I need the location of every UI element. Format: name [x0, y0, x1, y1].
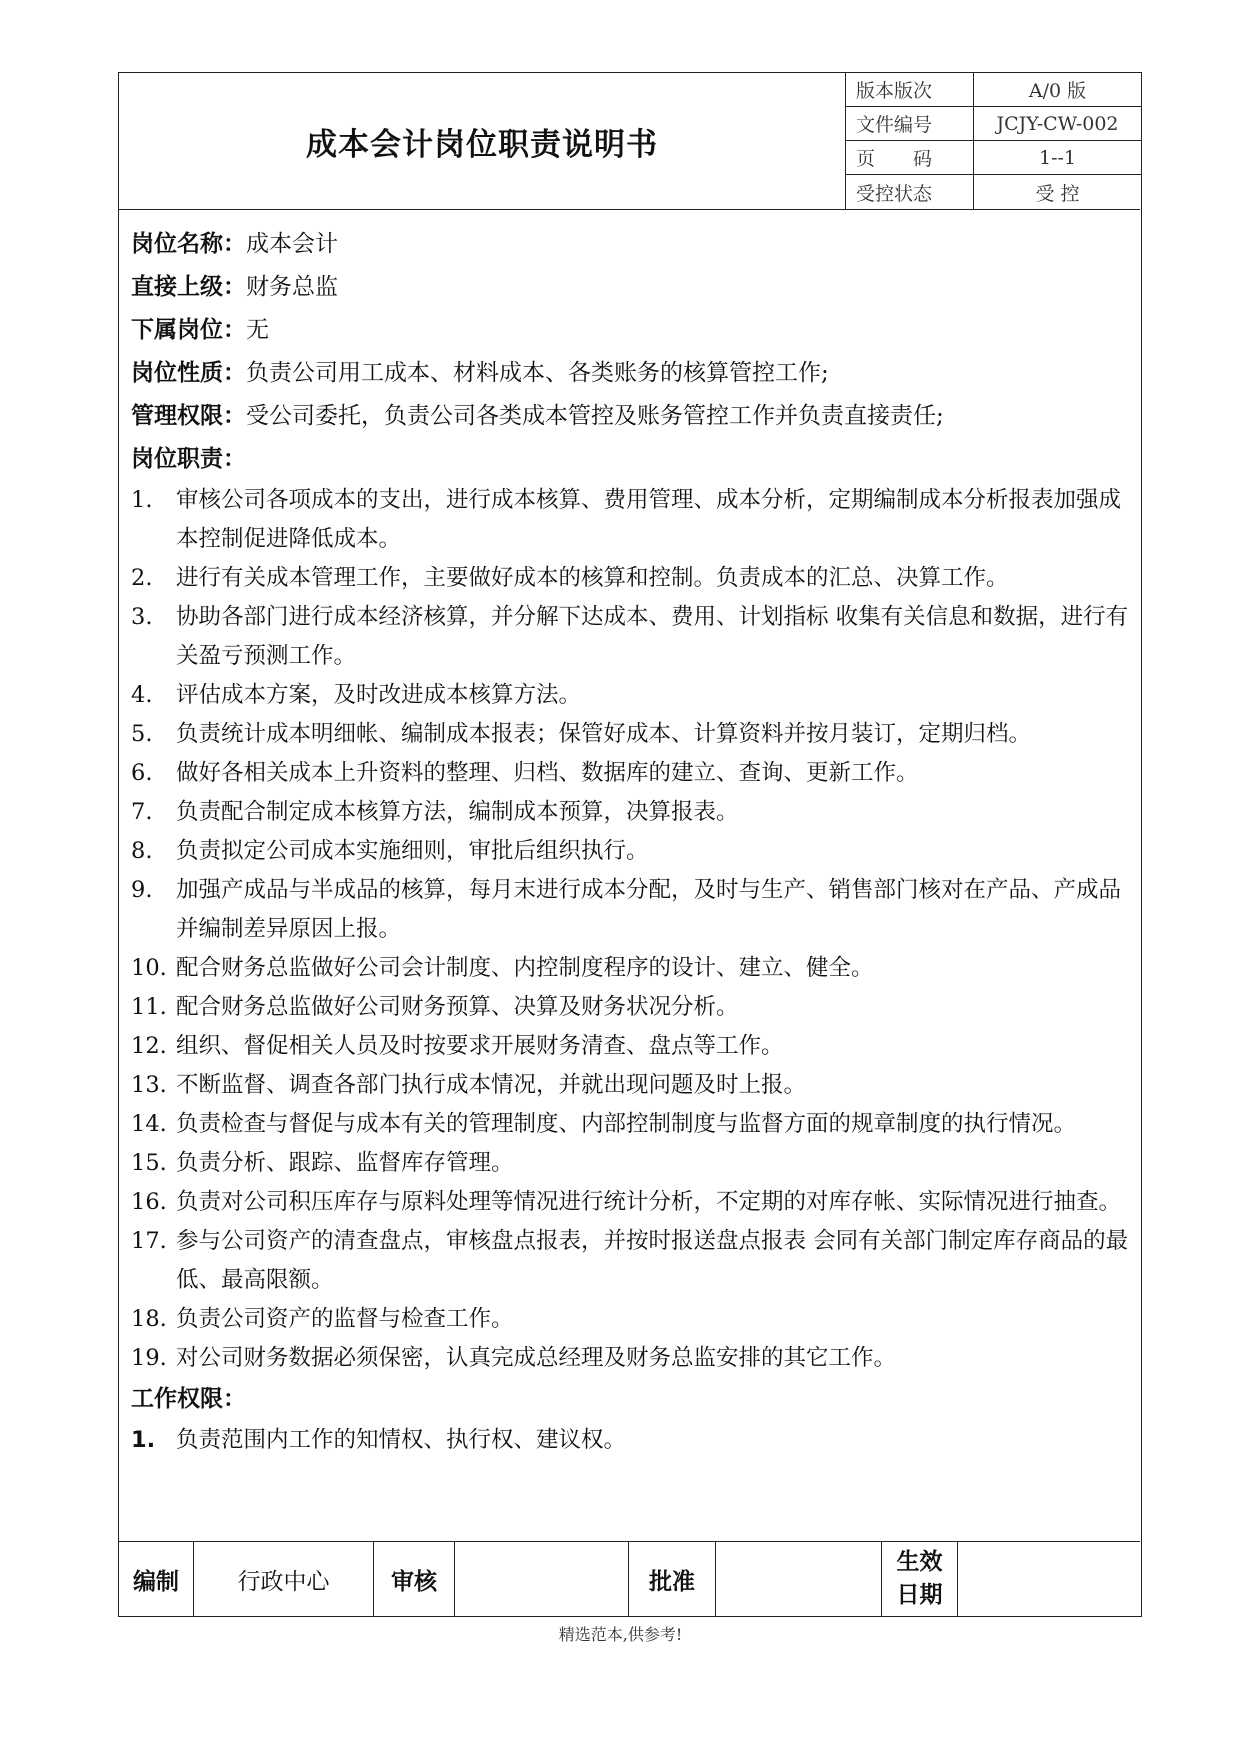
item-text: 负责范围内工作的知情权、执行权、建议权。 [176, 1427, 627, 1453]
field-position-nature [131, 352, 1131, 395]
field-label: 直接上级： [131, 274, 246, 300]
item-text: 负责拟定公司成本实施细则，审批后组织执行。 [176, 838, 649, 864]
approve-value [716, 1542, 882, 1616]
item-number: 17. [131, 1228, 167, 1254]
field-management-authority [131, 395, 1131, 438]
item-number: 3. [131, 604, 153, 630]
field-position-name [131, 223, 1131, 266]
item-text: 对公司财务数据必须保密，认真完成总经理及财务总监安排的其它工作。 [176, 1345, 897, 1371]
list-item [131, 598, 1131, 676]
item-number: 6. [131, 760, 153, 786]
document-meta-table [845, 73, 1141, 209]
item-number: 11. [131, 994, 167, 1020]
field-direct-supervisor [131, 266, 1131, 309]
item-text: 负责配合制定成本核算方法，编制成本预算，决算报表。 [176, 799, 739, 825]
duties-heading: 岗位职责： [131, 446, 246, 472]
field-value: 负责公司用工成本、材料成本、各类账务的核算管控工作; [246, 360, 829, 386]
meta-key: 文件编号 [846, 107, 974, 140]
item-number: 5. [131, 721, 153, 747]
list-item [131, 676, 1131, 715]
list-item [131, 715, 1131, 754]
field-value: 成本会计 [246, 231, 338, 257]
document-title: 成本会计岗位职责说明书 [306, 126, 658, 163]
field-label: 岗位性质： [131, 360, 246, 386]
item-text: 加强产成品与半成品的核算，每月末进行成本分配，及时与生产、销售部门核对在产品、产成品并编制差异原因上报。 [176, 877, 1122, 942]
list-item [131, 1027, 1131, 1066]
item-number: 7. [131, 799, 153, 825]
item-number: 2. [131, 565, 153, 591]
item-text: 评估成本方案，及时改进成本核算方法。 [176, 682, 582, 708]
item-text: 负责统计成本明细帐、编制成本报表；保管好成本、计算资料并按月装订，定期归档。 [176, 721, 1032, 747]
meta-key: 受控状态 [846, 175, 974, 209]
meta-row-version [846, 73, 1141, 107]
review-value [455, 1542, 629, 1616]
item-text: 负责检查与督促与成本有关的管理制度、内部控制制度与监督方面的规章制度的执行情况。 [176, 1111, 1077, 1137]
approve-label: 批准 [629, 1542, 716, 1616]
list-item [131, 1183, 1131, 1222]
meta-row-doc-number [846, 107, 1141, 141]
authority-heading: 工作权限： [131, 1386, 246, 1412]
item-number: 16. [131, 1189, 167, 1215]
item-text: 负责对公司积压库存与原料处理等情况进行统计分析，不定期的对库存帐、实际情况进行抽查。 [176, 1189, 1122, 1215]
duties-list [131, 481, 1131, 1378]
field-label: 管理权限： [131, 403, 246, 429]
item-text: 配合财务总监做好公司财务预算、决算及财务状况分析。 [176, 994, 739, 1020]
item-text: 配合财务总监做好公司会计制度、内控制度程序的设计、建立、健全。 [176, 955, 874, 981]
list-item [131, 1105, 1131, 1144]
list-item [131, 832, 1131, 871]
meta-value: 1--1 [1038, 146, 1077, 169]
item-number: 13. [131, 1072, 167, 1098]
effective-label-line2: 日期 [896, 1582, 943, 1608]
item-number: 19. [131, 1345, 167, 1371]
item-text: 协助各部门进行成本经济核算，并分解下达成本、费用、计划指标 收集有关信息和数据，进行有关盈亏预测工作。 [176, 604, 1129, 669]
item-number: 4. [131, 682, 153, 708]
list-item [131, 871, 1131, 949]
field-label: 下属岗位： [131, 317, 246, 343]
page-footnote: 精选范本,供参考! [558, 1625, 683, 1644]
list-item [131, 988, 1131, 1027]
effective-date-value [958, 1542, 1140, 1616]
item-number: 1. [131, 487, 153, 513]
item-text: 不断监督、调查各部门执行成本情况，并就出现问题及时上报。 [176, 1072, 807, 1098]
item-number: 10. [131, 955, 167, 981]
meta-row-control-status [846, 175, 1141, 209]
field-value: 财务总监 [246, 274, 338, 300]
list-item [131, 1144, 1131, 1183]
list-item [131, 1339, 1131, 1378]
meta-value: JCJY-CW-002 [996, 112, 1119, 135]
effective-date-label [882, 1542, 958, 1616]
field-subordinates [131, 309, 1131, 352]
item-text: 进行有关成本管理工作，主要做好成本的核算和控制。负责成本的汇总、决算工作。 [176, 565, 1009, 591]
list-item [131, 559, 1131, 598]
item-number: 14. [131, 1111, 167, 1137]
list-item [131, 754, 1131, 793]
list-item [131, 1066, 1131, 1105]
item-text: 做好各相关成本上升资料的整理、归档、数据库的建立、查询、更新工作。 [176, 760, 919, 786]
item-text: 审核公司各项成本的支出，进行成本核算、费用管理、成本分析，定期编制成本分析报表加强成本控制促进降低成本。 [176, 487, 1122, 552]
list-item [131, 1222, 1131, 1300]
meta-key: 页 码 [846, 141, 974, 174]
field-value: 受公司委托，负责公司各类成本管控及账务管控工作并负责直接责任; [246, 403, 944, 429]
review-label: 审核 [374, 1542, 455, 1616]
field-value: 无 [246, 317, 269, 343]
item-number: 1. [131, 1427, 156, 1453]
item-number: 9. [131, 877, 153, 903]
field-label: 岗位名称： [131, 231, 246, 257]
item-text: 负责公司资产的监督与检查工作。 [176, 1306, 514, 1332]
compile-label: 编制 [119, 1542, 194, 1616]
list-item [131, 949, 1131, 988]
item-number: 18. [131, 1306, 167, 1332]
approval-row [119, 1541, 1140, 1616]
meta-row-page [846, 141, 1141, 175]
list-item [131, 1421, 1131, 1460]
list-item [131, 1300, 1131, 1339]
item-text: 组织、督促相关人员及时按要求开展财务清查、盘点等工作。 [176, 1033, 784, 1059]
document-body [131, 223, 1131, 1460]
item-number: 15. [131, 1150, 167, 1176]
document-header [119, 73, 1140, 210]
item-text: 参与公司资产的清查盘点，审核盘点报表，并按时报送盘点报表 会同有关部门制定库存商品的最低、最高限额。 [176, 1228, 1129, 1293]
list-item [131, 481, 1131, 559]
meta-value: A/0 版 [1028, 80, 1087, 102]
item-number: 12. [131, 1033, 167, 1059]
meta-key: 版本版次 [846, 73, 974, 106]
item-number: 8. [131, 838, 153, 864]
item-text: 负责分析、跟踪、监督库存管理。 [176, 1150, 514, 1176]
document-frame [118, 72, 1142, 1617]
meta-value: 受 控 [1035, 182, 1080, 205]
effective-label-line1: 生效 [896, 1549, 943, 1575]
list-item [131, 793, 1131, 832]
authority-list [131, 1421, 1131, 1460]
compile-value: 行政中心 [194, 1542, 374, 1616]
